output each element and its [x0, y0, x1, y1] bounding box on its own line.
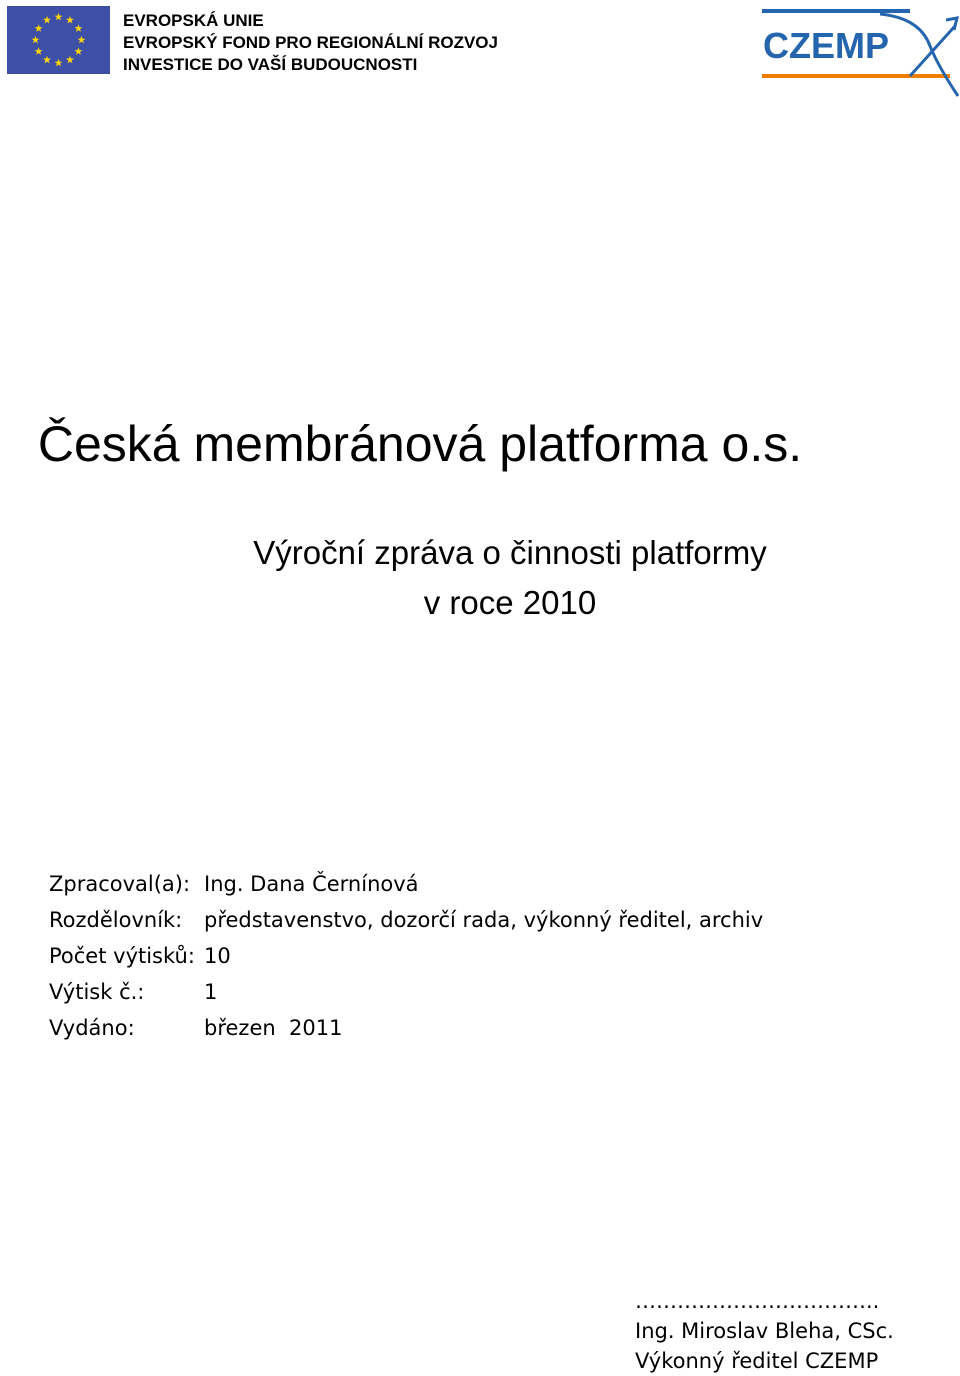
info-label: Výtisk č.: [49, 980, 145, 1004]
info-row [49, 974, 763, 1010]
info-label: Vydáno: [49, 1016, 135, 1040]
document-subtitle [30, 528, 960, 628]
signatory-name: Ing. Miroslav Bleha, CSc. [635, 1319, 894, 1343]
subtitle-line: v roce 2010 [423, 584, 597, 621]
eu-funding-text [123, 10, 498, 76]
document-title: Česká membránová platforma o.s. [37, 416, 803, 472]
eu-flag-icon [7, 6, 110, 74]
czemp-logo-text: CZEMP [763, 25, 889, 66]
info-label: Počet výtisků: [49, 944, 195, 968]
eu-line: EVROPSKÝ FOND PRO REGIONÁLNÍ ROZVOJ [123, 33, 498, 52]
info-value: představenstvo, dozorčí rada, výkonný ředitel, archiv [204, 908, 764, 932]
eu-line: EVROPSKÁ UNIE [123, 11, 264, 30]
info-row [49, 902, 763, 938]
info-label: Rozdělovník: [49, 908, 183, 932]
info-value: březen 2011 [204, 1016, 343, 1040]
signatory-role: Výkonný ředitel CZEMP [635, 1349, 879, 1373]
subtitle-line: Výroční zpráva o činnosti platformy [253, 534, 767, 571]
info-row [49, 1010, 763, 1046]
info-value: 10 [204, 944, 231, 968]
info-value: 1 [204, 980, 218, 1004]
info-row [49, 866, 763, 902]
eu-line: INVESTICE DO VAŠÍ BUDOUCNOSTI [123, 55, 418, 74]
signature-block [635, 1286, 894, 1376]
info-value: Ing. Dana Černínová [204, 872, 419, 896]
signature-line: …………………………….. [635, 1289, 880, 1313]
czemp-logo [760, 6, 960, 100]
info-row [49, 938, 763, 974]
info-label: Zpracoval(a): [49, 872, 191, 896]
document-info [49, 866, 763, 1046]
